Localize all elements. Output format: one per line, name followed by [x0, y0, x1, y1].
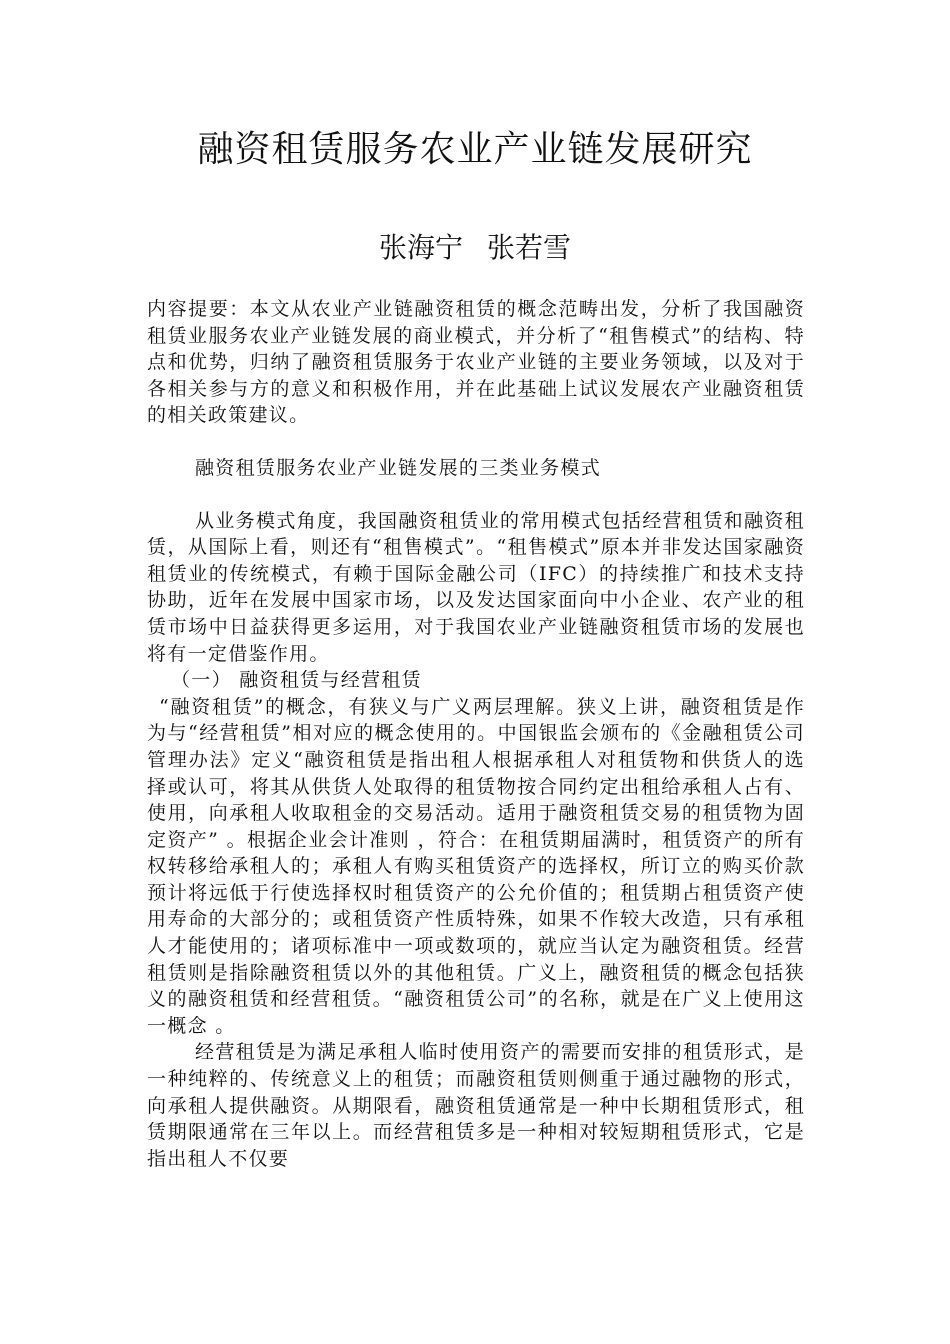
body-paragraph: 从业务模式角度，我国融资租赁业的常用模式包括经营租赁和融资租赁，从国际上看，则还有“租售模式”。“租售模式”原本并非发达国家融资租赁业的传统模式，有赖于国际金融公司（IFC）的持续推广和技术支持协助，近年在发展中国家市场，以及发达国家面向中小企业、农产业的租赁市场中日益获得更多运用，对于我国农业产业链融资租赁市场的发展也将有一定借鉴作用。	[147, 509, 805, 665]
body-paragraph: 经营租赁是为满足承租人临时使用资产的需要而安排的租赁形式，是一种纯粹的、传统意义上的租赁；而融资租赁则侧重于通过融物的形式，向承租人提供融资。从期限看，融资租赁通常是一种中长期租赁形式，租赁期限通常在三年以上。而经营租赁多是一种相对较短期租赁形式，它是指出租人不仅要	[147, 1041, 805, 1170]
body-paragraph: “融资租赁”的概念，有狭义与广义两层理解。狭义上讲，融资租赁是作为与“经营租赁”相对应的概念使用的。中国银监会颁布的《金融租赁公司管理办法》定义“融资租赁是指出租人根据承租人对租赁物和供货人的选择或认可，将其从供货人处取得的租赁物按合同约定出租给承租人占有、使用，向承租人收取租金的交易活动。适用于融资租赁交易的租赁物为固定资产” 。根据企业会计准则 ，符合：在租赁期届满时，租赁资产的所有权转移给承租人的；承租人有购买租赁资产的选择权，所订立的购买价款预计将远低于行使选择权时租赁资产的公允价值的；租赁期占租赁资产使用寿命的大部分的；或租赁资产性质特殊，如果不作较大改造，只有承租人才能使用的；诸项标准中一项或数项的，就应当认定为融资租赁。经营租赁则是指除融资租赁以外的其他租赁。广义上，融资租赁的概念包括狭义的融资租赁和经营租赁。“融资租赁公司”的名称，就是在广义上使用这一概念 。	[147, 695, 805, 1037]
author-name: 张海宁	[378, 231, 463, 264]
authors-line	[0, 228, 950, 268]
author-name: 张若雪	[487, 231, 572, 264]
section-heading: 融资租赁服务农业产业链发展的三类业务模式	[195, 456, 602, 479]
document-body	[147, 296, 805, 1172]
document-title: 融资租赁服务农业产业链发展研究	[197, 129, 753, 170]
subsection-heading: （一） 融资租赁与经营租赁	[171, 669, 422, 692]
abstract-paragraph: 内容提要：本文从农业产业链融资租赁的概念范畴出发，分析了我国融资租赁业服务农业产业链发展的商业模式，并分析了“租售模式”的结构、特点和优势，归纳了融资租赁服务于农业产业链的主要业务领域，以及对于各相关参与方的意义和积极作用，并在此基础上试议发展农产业融资租赁的相关政策建议。	[147, 298, 805, 427]
